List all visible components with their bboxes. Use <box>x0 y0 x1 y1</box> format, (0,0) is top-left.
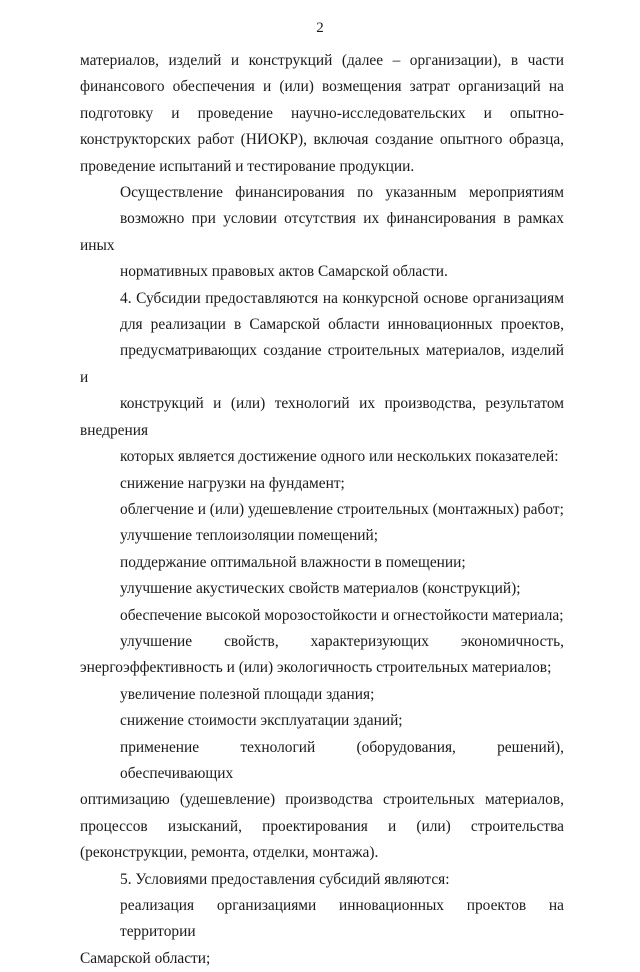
list-item-line: Самарской области; <box>80 949 211 967</box>
list-item: облегчение и (или) удешевление строительных (монтажных) работ; <box>120 500 564 518</box>
list-item: снижение нагрузки на фундамент; <box>120 474 345 492</box>
paragraph-line: конструкций и (или) технологий их производства, результатом внедрения <box>80 395 564 439</box>
paragraph <box>80 286 564 471</box>
paragraph-line: предусматривающих создание строительных материалов, изделий и <box>80 342 564 386</box>
paragraph-line: материалов, изделий и конструкций (далее – организации), в части <box>80 52 564 69</box>
document-body <box>80 48 564 972</box>
list-item: улучшение теплоизоляции помещений; <box>120 527 379 545</box>
paragraph-line: проведение испытаний и тестирование продукции. <box>80 157 415 175</box>
paragraph <box>80 180 564 286</box>
list-item <box>80 629 564 682</box>
paragraph-line: финансового обеспечения и (или) возмещения затрат организаций на <box>80 78 564 96</box>
list-item: поддержание оптимальной влажности в помещении; <box>120 553 466 571</box>
list-item: снижение стоимости эксплуатации зданий; <box>120 712 403 730</box>
paragraph-line: подготовку и проведение научно-исследовательских и опытно- <box>80 104 564 122</box>
paragraph-line: для реализации в Самарской области инновационных проектов, <box>120 316 564 334</box>
paragraph-line: Осуществление финансирования по указанным мероприятиям <box>120 184 564 202</box>
list-item-line: (реконструкции, ремонта, отделки, монтажа). <box>80 844 379 862</box>
list-item-line: энергоэффективность и (или) экологичность строительных материалов; <box>80 659 552 677</box>
list-item: обеспечение высокой морозостойкости и огнестойкости материала; <box>120 606 564 624</box>
list-item-line: применение технологий (оборудования, решений), обеспечивающих <box>120 738 564 782</box>
paragraph-line: конструкторских работ (НИОКР), включая создание опытного образца, <box>80 131 564 149</box>
paragraph-line: 4. Субсидии предоставляются на конкурсной основе организациям <box>120 289 564 307</box>
list-item-line: процессов изысканий, проектирования и (или) строительства <box>80 817 564 835</box>
list-item-line: улучшение свойств, характеризующих экономичность, <box>120 632 564 650</box>
list-item-line: оптимизацию (удешевление) производства строительных материалов, <box>80 791 564 809</box>
list-item-line: реализация организациями инновационных проектов на территории <box>120 897 564 941</box>
page-number: 2 <box>316 20 324 36</box>
list-item: увеличение полезной площади здания; <box>120 685 375 703</box>
list-item: улучшение акустических свойств материалов (конструкций); <box>120 580 521 598</box>
paragraph-line: которых является достижение одного или нескольких показателей: <box>120 448 559 466</box>
paragraph-line: нормативных правовых актов Самарской области. <box>120 263 448 281</box>
paragraph-line: возможно при условии отсутствия их финансирования в рамках иных <box>80 210 564 254</box>
list-item <box>80 735 564 867</box>
list-item: 5. Условиями предоставления субсидий являются: <box>120 870 450 888</box>
paragraph <box>80 48 564 180</box>
